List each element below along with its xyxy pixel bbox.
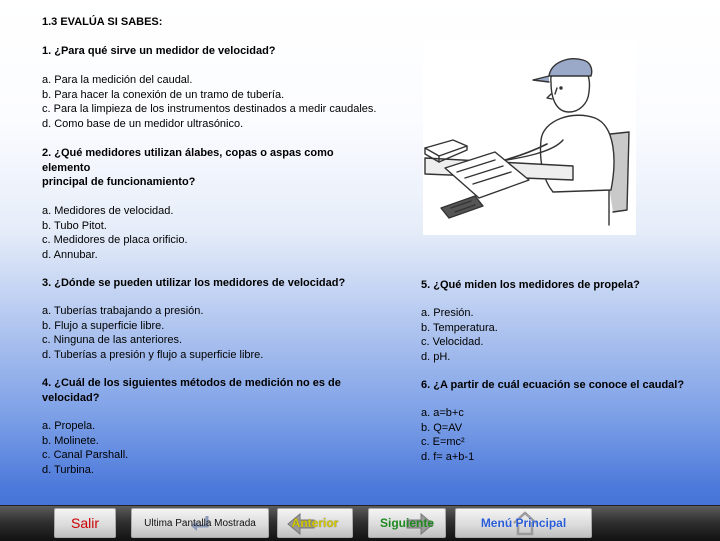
question-3-text: 3. ¿Dónde se pueden utilizar los medidores de velocidad?: [42, 277, 346, 289]
question-1-text: 1. ¿Para qué sirve un medidor de velocidad?: [42, 45, 276, 57]
question-6-options: [421, 406, 474, 464]
ultima-pantalla-button[interactable]: [131, 508, 269, 538]
question-4-option-a: a. Propela.: [42, 420, 96, 432]
question-2-text: [42, 146, 334, 190]
question-6-option-c: c. E=mc²: [421, 436, 465, 448]
siguiente-label: Siguiente: [379, 516, 434, 530]
question-4-text-line-2: velocidad?: [42, 391, 100, 404]
question-5-options: [421, 306, 498, 364]
page-title: 1.3 EVALÚA SI SABES:: [42, 16, 163, 28]
question-1-option-b: b. Para hacer la conexión de un tramo de tubería.: [42, 88, 285, 101]
menu-principal-button[interactable]: [455, 508, 592, 538]
student-writing-illustration: [423, 40, 636, 235]
question-4-option-b: b. Molinete.: [42, 434, 99, 447]
question-2-option-b: b. Tubo Pitot.: [42, 219, 107, 232]
question-2-option-a: a. Medidores de velocidad.: [42, 205, 174, 217]
question-3-option-a: a. Tuberías trabajando a presión.: [42, 305, 204, 317]
question-5-option-d: d. pH.: [421, 350, 451, 363]
question-2-option-d: d. Annubar.: [42, 248, 98, 261]
question-6-option-d: d. f= a+b-1: [421, 450, 475, 463]
anterior-button[interactable]: [277, 508, 353, 538]
question-6-option-a: a. a=b+c: [421, 407, 464, 419]
question-6-text: 6. ¿A partir de cuál ecuación se conoce el caudal?: [421, 379, 685, 391]
question-4-option-c: c. Canal Parshall.: [42, 449, 129, 461]
anterior-label: Anterior: [291, 516, 339, 530]
question-2-text-line-3: principal de funcionamiento?: [42, 176, 196, 188]
menu-principal-label: Menú Principal: [480, 516, 567, 530]
question-1-option-a: a. Para la medición del caudal.: [42, 74, 193, 86]
salir-button[interactable]: [54, 508, 116, 538]
question-1-options: [42, 73, 376, 131]
question-5-option-b: b. Temperatura.: [421, 321, 498, 334]
siguiente-button[interactable]: [368, 508, 446, 538]
salir-button-label: Salir: [70, 515, 99, 531]
question-1-option-d: d. Como base de un medidor ultrasónico.: [42, 117, 244, 130]
question-2-text-line-1: 2. ¿Qué medidores utilizan álabes, copas o aspas como: [42, 147, 334, 159]
question-2-options: [42, 204, 188, 262]
question-4-options: [42, 419, 128, 477]
question-2-option-c: c. Medidores de placa orificio.: [42, 234, 188, 246]
navigation-bar: [0, 505, 720, 541]
ultima-pantalla-label: Ultima Pantalla Mostrada: [144, 517, 256, 529]
question-2-text-line-2: elemento: [42, 161, 91, 174]
question-3-option-d: d. Tuberías a presión y flujo a superficie libre.: [42, 348, 264, 361]
question-3-option-c: c. Ninguna de las anteriores.: [42, 334, 183, 346]
question-5-option-c: c. Velocidad.: [421, 336, 484, 348]
question-4-option-d: d. Turbina.: [42, 463, 94, 476]
question-6-option-b: b. Q=AV: [421, 421, 463, 434]
question-5-option-a: a. Presión.: [421, 307, 474, 319]
question-4-text-line-1: 4. ¿Cuál de los siguientes métodos de medición no es de: [42, 377, 341, 389]
question-4-text: [42, 376, 341, 405]
question-1-option-c: c. Para la limpieza de los instrumentos destinados a medir caudales.: [42, 103, 377, 115]
question-3-option-b: b. Flujo a superficie libre.: [42, 319, 165, 332]
student-writing-at-desk-icon: [423, 40, 636, 235]
question-3-options: [42, 304, 263, 362]
question-5-text: 5. ¿Qué miden los medidores de propela?: [421, 279, 640, 291]
